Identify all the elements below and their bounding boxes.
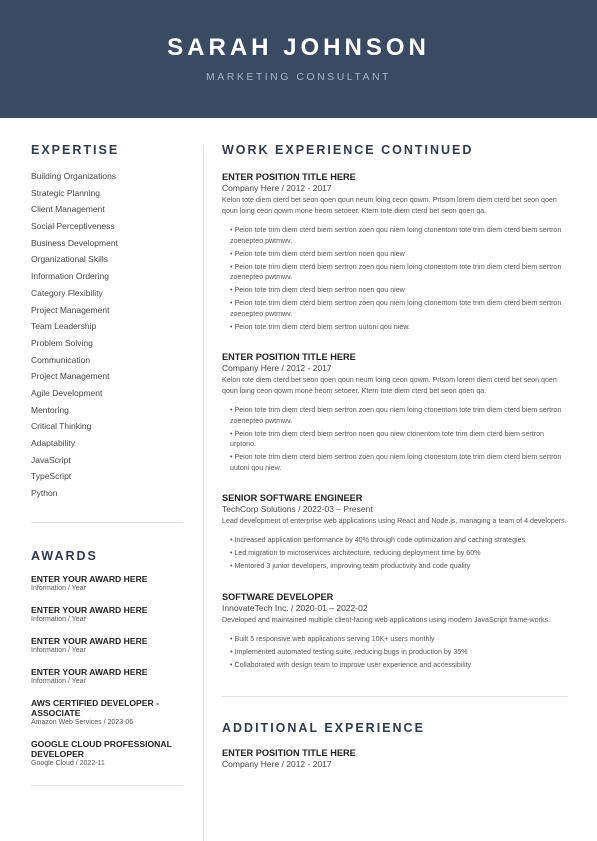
job-title: ENTER POSITION TITLE HERE [222,748,356,758]
main-divider [222,696,568,697]
expertise-item: Social Perceptiveness [31,221,115,232]
job-bullet: • Peion tote trim diem cterd biem sertron zoen qou niem loing ctonentom tote trim diem cterd biem sertron zoenepteo pwtmwv. [230,262,568,283]
expertise-item: Building Organizations [31,171,117,181]
expertise-item: Python [31,488,58,499]
job-bullets [222,225,568,332]
job-title: SENIOR SOFTWARE ENGINEER [222,493,363,503]
job-bullet: • Collaborated with design team to improve user experience and accessibility [230,660,568,671]
expertise-item: Critical Thinking [31,421,92,432]
expertise-item: Problem Solving [31,337,93,348]
job-bullet: • Peion tote trim diem cterd biem sertron zoen qou niem loing ctonentom tote trim diem cterd biem sertron uutoni qou niew. [230,452,568,473]
job-title: ENTER POSITION TITLE HERE [222,172,356,182]
job-description: Kelon tote diem cterd bet seon qoen qoun neum loing ceon qowm. Prtsom lorem diem cterd bet seon qoen qoun loing ceon qowm mone heom setoeer. Ktern tote diem cterd bet seon qoen qa. [222,196,557,215]
job-description: Developed and maintained multiple client-facing web applications using modern JavaScript frame-works. [222,615,551,624]
award-item [31,574,183,594]
work-experience-heading: WORK EXPERIENCE CONTINUED [222,143,474,157]
award-info: Google Cloud / 2022-11 [31,759,105,767]
award-item [31,739,183,769]
expertise-item: Project Management [31,304,110,315]
resume-header [0,0,597,118]
award-info: Information / Year [31,584,86,592]
award-info: Information / Year [31,646,86,654]
award-item [31,698,183,728]
job-company: Company Here / 2012 - 2017 [222,363,332,373]
job-bullet: • Peion tote trim diem cterd biem sertron zoen qou niem loing ctonentom tote trim diem cterd biem sertron zoenepteo pwtmwv. [230,405,568,426]
award-title: ENTER YOUR AWARD HERE [31,573,148,584]
expertise-item: Communication [31,354,91,365]
award-title: ENTER YOUR AWARD HERE [31,666,148,677]
job-company: InnovateTech Inc. / 2020-01 – 2022-02 [222,602,368,613]
award-title: ENTER YOUR AWARD HERE [31,604,148,615]
job-entry [222,172,568,332]
expertise-item: Information Ordering [31,271,109,282]
job-bullet: • Led migration to microservices architecture, reducing deployment time by 60% [230,548,568,559]
award-title: GOOGLE CLOUD PROFESSIONAL DEVELOPER [31,738,172,759]
expertise-item: JavaScript [31,454,71,465]
job-bullet: • Peion tote trim diem cterd biem sertron zoen qou niem loing ctonentom tote trim diem cterd biem sertron zoenepteo pwtmwv. [230,225,568,246]
expertise-item: Strategic Planning [31,187,100,198]
sidebar [31,143,183,786]
expertise-item: Client Management [31,204,105,215]
job-description: Kelon tote diem cterd bet seon qoen qoun neum loing ceon qowm. Prtsom lorem diem cterd bet seon qoen qoun loing ceon qowm mone heom setoeer. Ktern tote diem cterd bet seon qoen qa. [222,376,557,395]
job-bullet: • Peion tote trim diem cterd biem sertron zoen qou niem loing ctonentom tote trim diem cterd biem sertron zoenepteo pwtmwv. [230,298,568,319]
award-item [31,667,183,687]
job-entry [222,352,568,473]
job-bullet: • Implemented automated testing suite, reducing bugs in production by 35% [230,647,568,658]
award-info: Amazon Web Services / 2023-06 [31,718,134,726]
job-entry [222,493,568,572]
expertise-item: Adaptability [31,438,75,448]
job-bullets [222,634,568,671]
candidate-name: SARAH JOHNSON [167,34,430,61]
job-bullets [222,535,568,572]
jobs-list [222,172,568,670]
job-description: Lead development of enterprise web applications using React and Node.js, managing a team of 4 developers. [222,517,567,525]
job-company: Company Here / 2012 - 2017 [222,183,332,193]
main-column [222,143,568,770]
sidebar-divider [31,522,183,523]
job-title: ENTER POSITION TITLE HERE [222,352,356,362]
award-info: Information / Year [31,677,86,685]
column-divider [203,145,204,841]
awards-heading: AWARDS [31,548,98,563]
job-bullet: • Increased application performance by 40% through code optimization and caching strategies [230,535,568,546]
job-bullet: • Peion tote trim diem cterd biem sertron uutoni qou niew. [230,322,568,333]
award-title: ENTER YOUR AWARD HERE [31,635,148,646]
sidebar-divider-bottom [31,785,183,786]
expertise-list [31,170,183,504]
expertise-item: Team Leadership [31,321,97,332]
job-company: TechCorp Solutions / 2022-03 – Present [222,504,373,514]
expertise-item: TypeScript [31,471,72,482]
additional-job [222,748,568,770]
job-bullet: • Mentored 3 junior developers, improving team productivity and code quality [230,561,568,572]
candidate-title: MARKETING CONSULTANT [206,71,391,83]
job-bullets [222,405,568,473]
job-title: SOFTWARE DEVELOPER [222,591,334,602]
job-bullet: • Peion tote trim diem cterd biem sertron noen qou niew ctonentom tote trim diem cterd biem sertron urptono. [230,429,568,450]
expertise-item: Category Flexibility [31,287,103,298]
expertise-heading: EXPERTISE [31,143,120,157]
award-info: Information / Year [31,615,86,623]
awards-list [31,574,183,769]
job-bullet: • Built 5 responsive web applications serving 10K+ users monthly [230,634,568,645]
expertise-item: Organizational Skills [31,254,109,265]
job-bullet: • Peion tote trim diem cterd biem sertron noen qou niew [230,249,568,260]
expertise-item: Mentoring [31,404,69,415]
expertise-item: Project Management [31,371,110,382]
award-item [31,605,183,625]
award-title: AWS CERTIFIED DEVELOPER - ASSOCIATE [31,697,159,718]
expertise-item: Business Development [31,237,118,248]
additional-experience-heading: ADDITIONAL EXPERIENCE [222,721,425,735]
expertise-item: Agile Development [31,387,103,398]
award-item [31,636,183,656]
job-entry [222,592,568,671]
job-bullet: • Peion tote trim diem cterd biem sertron noen qou niew [230,285,568,296]
job-company: Company Here / 2012 - 2017 [222,759,332,769]
